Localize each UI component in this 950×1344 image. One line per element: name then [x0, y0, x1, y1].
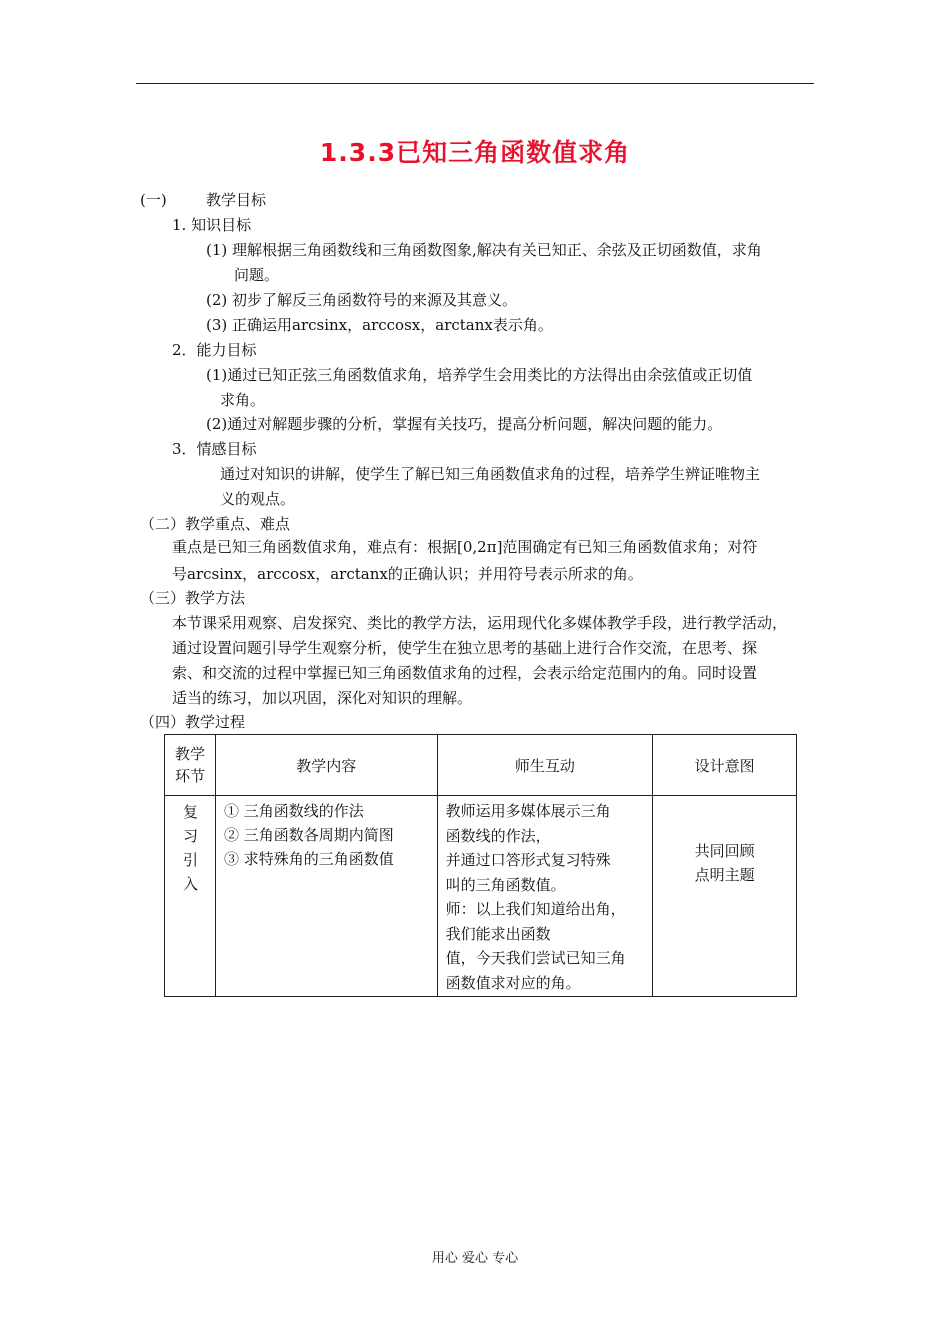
page-footer: 用心 爱心 专心	[431, 1251, 519, 1266]
header-stage-line-1: 教学	[174, 745, 205, 763]
interaction-line: 值，今天我们尝试已知三角	[445, 949, 626, 967]
section3-heading: （三）教学方法	[140, 589, 246, 607]
interaction-line: 并通过口答形式复习特殊	[445, 851, 611, 869]
stage-cell	[165, 796, 216, 997]
section3-line-3: 索、和交流的过程中掌握已知三角函数值求角的过程，会表示给定范围内的角。同时设置	[172, 664, 758, 682]
interaction-line: 函数线的作法，	[445, 826, 551, 845]
sub2-item-2: (2)通过对解题步骤的分析，掌握有关技巧，提高分析问题，解决问题的能力。	[206, 415, 723, 433]
header-stage	[165, 735, 216, 796]
interaction-line: 教师运用多媒体展示三角	[445, 802, 611, 820]
header-content: 教学内容	[215, 735, 437, 796]
teaching-process-table	[164, 734, 797, 997]
intent-line: 共同回顾	[694, 842, 755, 860]
interaction-line: 叫的三角函数值。	[445, 875, 566, 894]
sub1-label: 1. 知识目标	[172, 216, 252, 234]
interaction-line: 我们能求出函数	[445, 924, 551, 943]
interaction-cell	[437, 796, 653, 997]
stage-char: 引	[183, 851, 199, 869]
stage-char: 复	[183, 803, 199, 821]
header-intent: 设计意图	[653, 735, 797, 796]
section1-heading: 教学目标	[206, 191, 267, 209]
sub1-item-3: (3) 正确运用arcsinx，arccosx，arctanx表示角。	[206, 316, 553, 334]
section3-line-1: 本节课采用观察、启发探究、类比的教学方法，运用现代化多媒体教学手段，进行教学活动，	[172, 614, 788, 632]
section2-heading: （二）教学重点、难点	[140, 515, 291, 533]
content-item: ① 三角函数线的作法	[223, 802, 364, 820]
header-rule	[136, 83, 814, 84]
intent-cell	[653, 796, 797, 997]
content-cell	[215, 796, 437, 997]
sub1-item-2: (2) 初步了解反三角函数符号的来源及其意义。	[206, 291, 518, 309]
interaction-line: 师：以上我们知道给出角，	[445, 900, 626, 918]
intent-line: 点明主题	[694, 866, 755, 884]
sub2-item-1: (1)通过已知正弦三角函数值求角，培养学生会用类比的方法得出由余弦值或正切值	[206, 366, 753, 384]
content-item: ② 三角函数各周期内简图	[223, 826, 394, 844]
section2-line-2: 号arcsinx，arccosx，arctanx的正确认识；并用符号表示所求的角。	[172, 565, 643, 583]
section2-line-1: 重点是已知三角函数值求角，难点有：根据[0,2π]范围确定有已知三角函数值求角；对符	[172, 538, 758, 556]
interaction-line: 函数值求对应的角。	[445, 973, 581, 992]
header-stage-line-2: 环节	[174, 767, 205, 785]
sub1-item-1: (1) 理解根据三角函数线和三角函数图象,解决有关已知正、余弦及正切函数值，求角	[206, 241, 762, 259]
header-interaction: 师生互动	[437, 735, 653, 796]
sub2-label: 2．能力目标	[172, 341, 257, 359]
content-item: ③ 求特殊角的三角函数值	[223, 850, 394, 868]
sub3-label: 3．情感目标	[172, 440, 257, 458]
section3-line-2: 通过设置问题引导学生观察分析，使学生在独立思考的基础上进行合作交流，在思考、探	[172, 639, 758, 657]
table-row	[165, 796, 797, 997]
page-title: 1.3.3已知三角函数值求角	[319, 138, 631, 167]
stage-char: 入	[183, 875, 199, 893]
section1-heading-number: (一)	[140, 191, 167, 209]
sub3-line-1: 通过对知识的讲解，使学生了解已知三角函数值求角的过程，培养学生辨证唯物主	[220, 465, 761, 483]
section4-heading: （四）教学过程	[140, 713, 246, 731]
sub1-item-1-cont: 问题。	[234, 266, 280, 284]
table-header-row	[165, 735, 797, 796]
stage-char: 习	[183, 827, 199, 845]
section3-line-4: 适当的练习，加以巩固，深化对知识的理解。	[172, 689, 473, 707]
sub3-line-2: 义的观点。	[220, 490, 296, 508]
sub2-item-1-cont: 求角。	[220, 391, 266, 409]
